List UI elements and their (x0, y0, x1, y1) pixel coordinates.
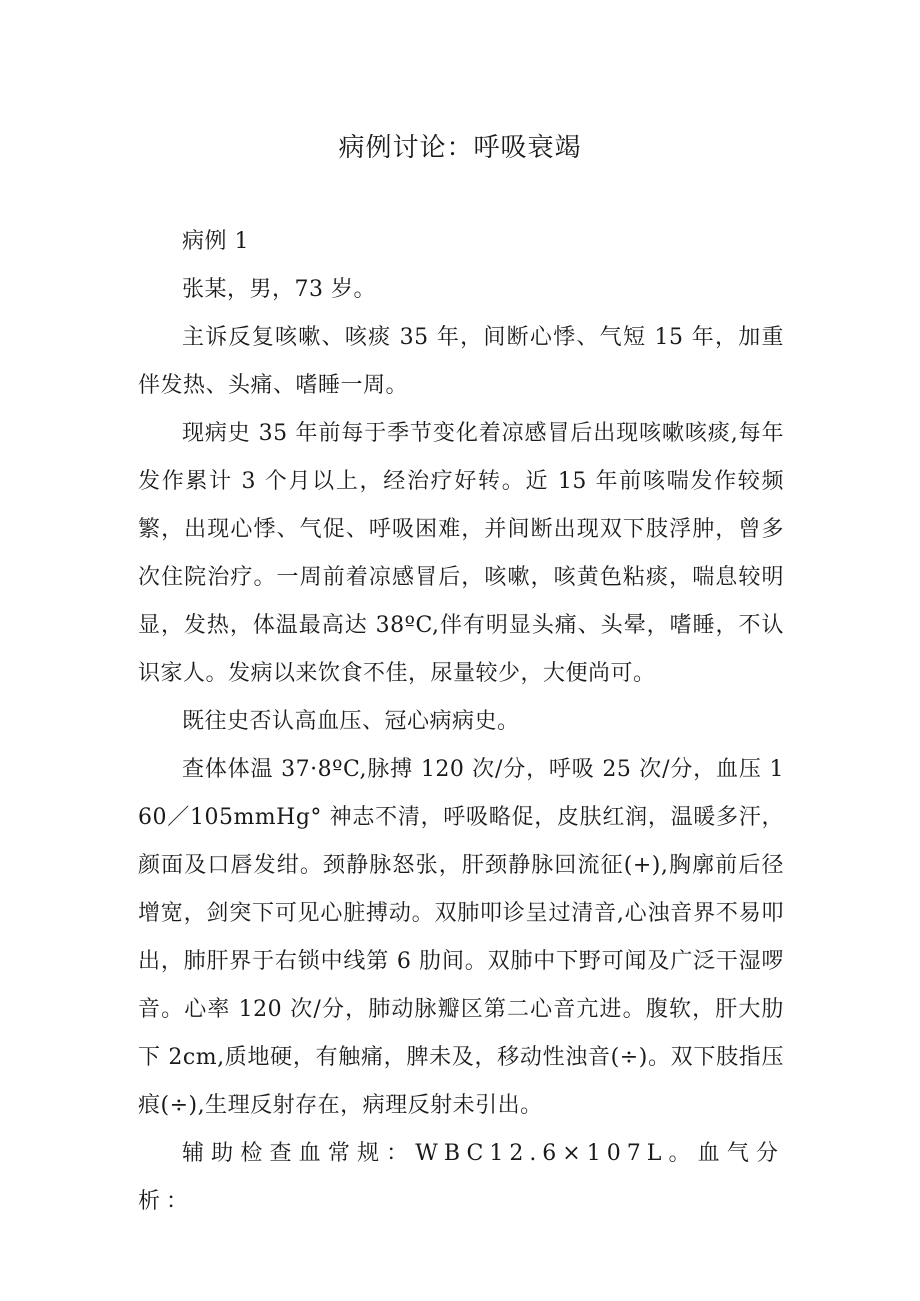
document-body (138, 218, 784, 1226)
page-title: 病例讨论：呼吸衰竭 (338, 133, 582, 163)
past-history: 既往史否认高血压、冠心病病史。 (182, 709, 520, 734)
chief-complaint: 主诉反复咳嗽、咳痰 35 年，间断心悸、气短 15 年，加重伴发热、头痛、嗜睡一周。 (138, 325, 784, 398)
patient-info: 张某，男，73 岁。 (182, 277, 376, 302)
case-heading: 病例 1 (182, 229, 249, 254)
auxiliary-exam: 辅助检查血常规：WBC12.6×107L。血气分析： (138, 1141, 784, 1214)
present-illness: 现病史 35 年前每于季节变化着凉感冒后出现咳嗽咳痰,每年发作累计 3 个月以上，经治疗好转。近 15 年前咳喘发作较频繁，出现心悸、气促、呼吸困难，并间断出现双下肢浮肿，曾多次住院治疗。一周前着凉感冒后，咳嗽，咳黄色粘痰，喘息较明显，发热，体温最高达 38ºC,伴有明显头痛、头晕，嗜睡，不认识家人。发病以来饮食不佳，尿量较少，大便尚可。 (138, 421, 784, 686)
physical-exam: 查体体温 37·8ºC,脉搏 120 次/分，呼吸 25 次/分，血压 160／105mmHg° 神志不清，呼吸略促，皮肤红润，温暖多汗，颜面及口唇发绀。颈静脉怒张，肝颈静脉回流征(+),胸廓前后径增宽，剑突下可见心脏搏动。双肺叩诊呈过清音,心浊音界不易叩出，肺肝界于右锁中线第 6 肋间。双肺中下野可闻及广泛干湿啰音。心率 120 次/分，肺动脉瓣区第二心音亢进。腹软，肝大肋下 2cm,质地硬，有触痛，脾未及，移动性浊音(÷)。双下肢指压痕(÷),生理反射存在，病理反射未引出。 (138, 757, 784, 1118)
